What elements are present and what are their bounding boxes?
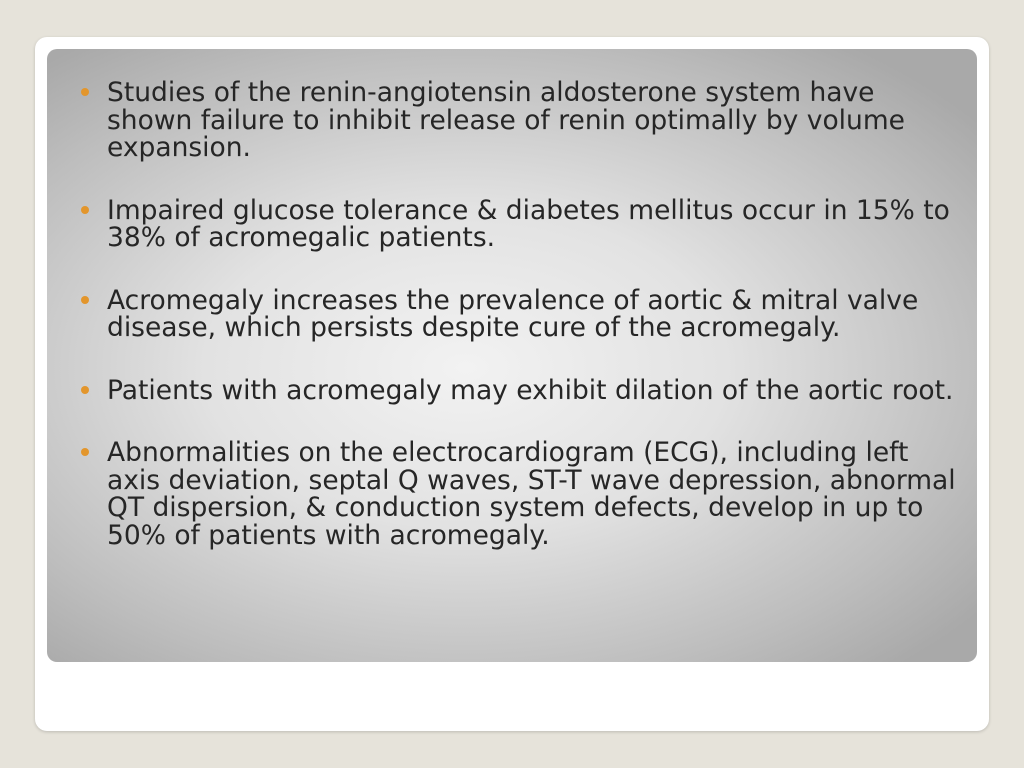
content-panel [47,49,977,662]
bullet-item [107,439,957,549]
bullet-dot-icon [81,386,89,394]
slide-card [35,37,989,731]
bullet-text: Abnormalities on the electrocardiogram (ECG), including left axis deviation, septal Q waves, ST-T wave depression, abnormal QT dispersion, & conduction system defects, develop in up to 50% of patients with acromegaly. [107,437,956,551]
bullet-text: Studies of the renin-angiotensin aldosterone system have shown failure to inhibit release of renin optimally by volume expansion. [107,77,905,163]
bullet-dot-icon [81,448,89,456]
bullet-item [107,374,957,406]
bullet-item [107,194,957,253]
bullet-dot-icon [81,206,89,214]
bullet-text: Acromegaly increases the prevalence of aortic & mitral valve disease, which persists despite cure of the acromegaly. [107,284,919,343]
bullet-text: Patients with acromegaly may exhibit dilation of the aortic root. [107,374,954,406]
bullet-text: Impaired glucose tolerance & diabetes mellitus occur in 15% to 38% of acromegalic patients. [107,194,950,253]
bullet-dot-icon [81,88,89,96]
bullet-dot-icon [81,296,89,304]
bullet-item [107,284,957,343]
bullet-list [107,79,957,584]
bullet-item [107,79,957,162]
